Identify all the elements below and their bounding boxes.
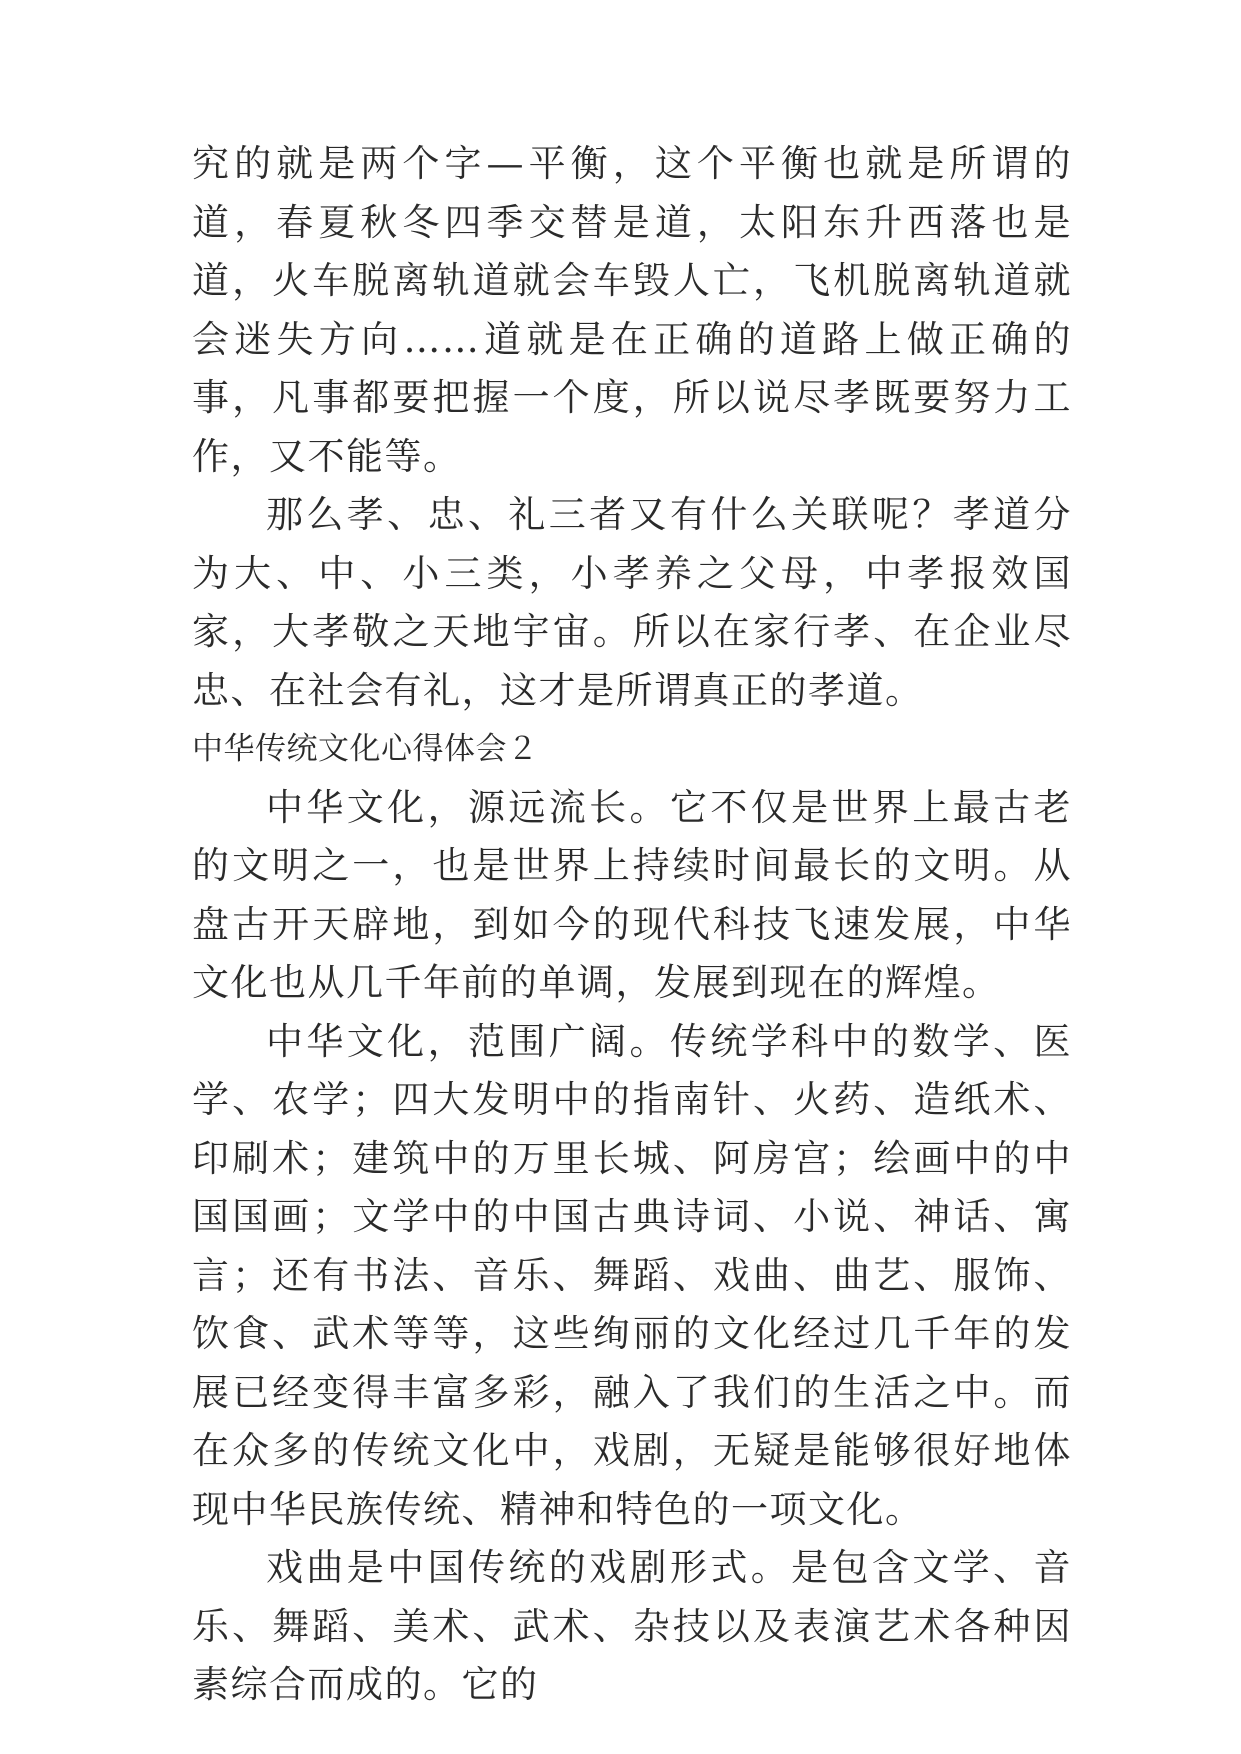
paragraph-filial-loyalty-etiquette: 那么孝、忠、礼三者又有什么关联呢？孝道分为大、中、小三类，小孝养之父母，中孝报效国家，大孝敬之天地宇宙。所以在家行孝、在企业尽忠、在社会有礼，这才是所谓真正的孝道。 xyxy=(192,493,1072,712)
paragraph-chinese-culture-origin: 中华文化，源远流长。它不仅是世界上最古老的文明之一，也是世界上持续时间最长的文明。从盘古开天辟地，到如今的现代科技飞速发展，中华文化也从几千年前的单调，发展到现在的辉煌。 xyxy=(192,785,1072,1004)
paragraph-opera: 戏曲是中国传统的戏剧形式。是包含文学、音乐、舞蹈、美术、武术、杂技以及表演艺术各种因素综合而成的。它的 xyxy=(192,1546,1072,1706)
paragraph-continuation: 究的就是两个字—平衡，这个平衡也就是所谓的道，春夏秋冬四季交替是道，太阳东升西落也是道，火车脱离轨道就会车毁人亡，飞机脱离轨道就会迷失方向……道就是在正确的道路上做正确的事，凡事都要把握一个度，所以说尽孝既要努力工作，又不能等。 xyxy=(192,142,1072,478)
section-heading: 中华传统文化心得体会２ xyxy=(192,731,539,767)
document-body xyxy=(192,135,1072,1715)
paragraph-chinese-culture-scope: 中华文化，范围广阔。传统学科中的数学、医学、农学；四大发明中的指南针、火药、造纸术、印刷术；建筑中的万里长城、阿房宫；绘画中的中国国画；文学中的中国古典诗词、小说、神话、寓言；还有书法、音乐、舞蹈、戏曲、曲艺、服饰、饮食、武术等等，这些绚丽的文化经过几千年的发展已经变得丰富多彩，融入了我们的生活之中。而在众多的传统文化中，戏剧，无疑是能够很好地体现中华民族传统、精神和特色的一项文化。 xyxy=(192,1019,1072,1531)
